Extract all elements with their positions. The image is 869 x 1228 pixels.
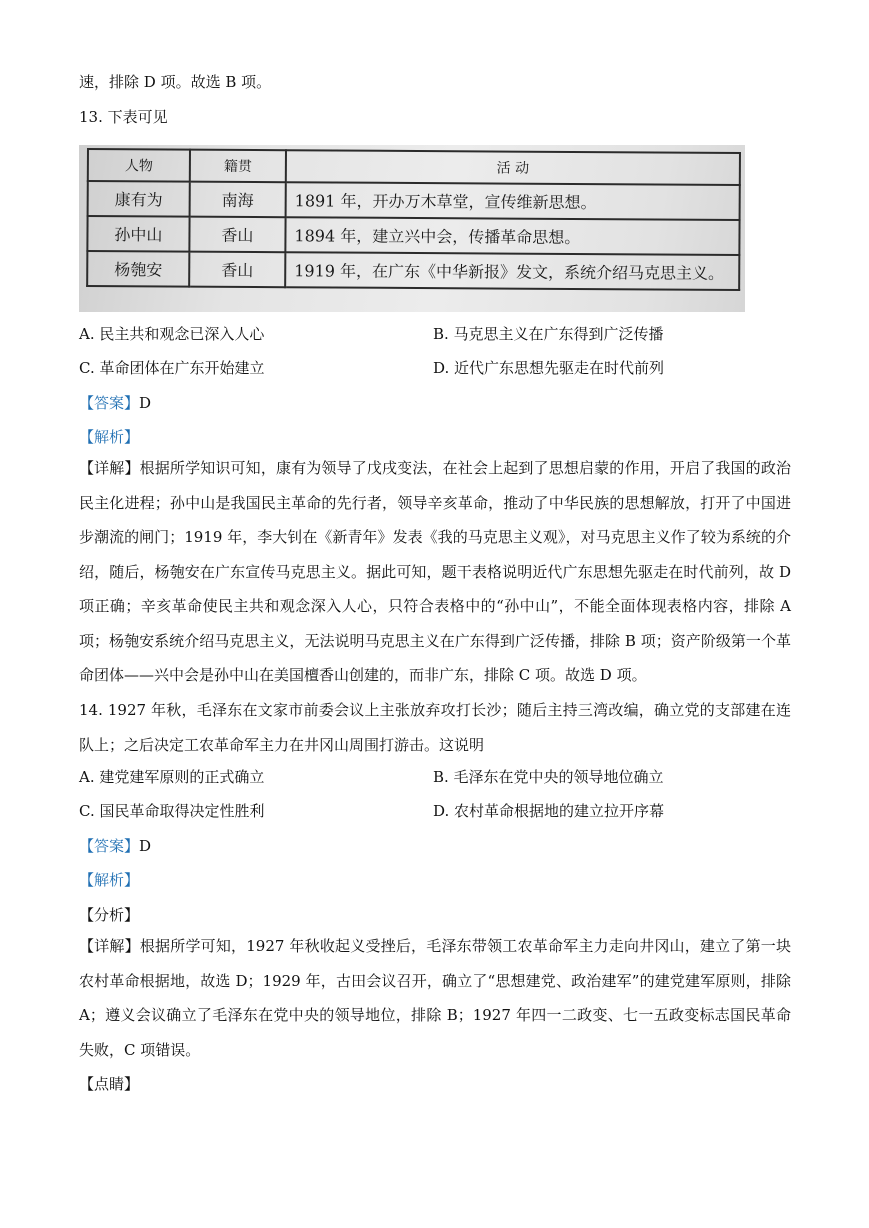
detail-text: 根据所学可知，1927 年秋收起义受挫后，毛泽东带领工农革命军主力走向井冈山，建立了第一块农村革命根据地，故选 D；1929 年，古田会议召开，确立了“思想建党、政治建军”的建党建军原则，排除 A；遵义会议确立了毛泽东在党中央的领导地位，排除 B；1927 年四一二政变、七一五政变标志国民革命失败，C 项错误。 [79, 937, 791, 1059]
answer-label: 【答案】 [79, 394, 140, 412]
answer-value: D [139, 394, 152, 412]
table-cell: 香山 [189, 217, 285, 253]
table-cell: 康有为 [88, 181, 190, 217]
q14-option-c: C. 国民革命取得决定性胜利 [79, 802, 265, 820]
q13-analysis-label: 【解析】 [79, 428, 140, 446]
table-row [87, 216, 739, 255]
q13-option-a: A. 民主共和观念已深入人心 [79, 325, 265, 343]
table-cell: 孙中山 [87, 216, 189, 252]
q14-dianjing-label: 【点睛】 [79, 1075, 140, 1093]
q13-option-d: D. 近代广东思想先驱走在时代前列 [433, 359, 665, 377]
table-row [88, 181, 740, 220]
detail-label: 【详解】 [79, 937, 140, 955]
q14-answer-line [79, 836, 151, 856]
q14-detail-paragraph [79, 929, 791, 1067]
question-13-table-photo [79, 145, 745, 312]
table-header-row [88, 149, 740, 185]
q14-analysis-label: 【解析】 [79, 871, 140, 889]
detail-text: 根据所学知识可知，康有为领导了戊戌变法，在社会上起到了思想启蒙的作用，开启了我国的政治民主化进程；孙中山是我国民主革命的先行者，领导辛亥革命，推动了中华民族的思想解放，打开了中国进步潮流的闸门；1919 年，李大钊在《新青年》发表《我的马克思主义观》，对马克思主义作了较为系统的介绍，随后，杨匏安在广东宣传马克思主义。据此可知，题干表格说明近代广东思想先驱走在时代前列，故 D 项正确；辛亥革命使民主共和观念深入人心，只符合表格中的“孙中山”，不能全面体现表格内容，排除 A 项；杨匏安系统介绍马克思主义，无法说明马克思主义在广东得到广泛传播，排除 B 项；资产阶级第一个革命团体——兴中会是孙中山在美国檀香山创建的，而非广东，排除 C 项。故选 D 项。 [79, 459, 791, 684]
table-header-cell: 人物 [88, 149, 190, 182]
q13-detail-paragraph [79, 451, 791, 693]
answer-value: D [139, 837, 152, 855]
question-14-stem: 14. 1927 年秋，毛泽东在文家市前委会议上主张放弃攻打长沙；随后主持三湾改编，确立党的支部建在连队上；之后决定工农革命军主力在井冈山周围打游击。这说明 [79, 701, 791, 754]
table-cell: 1894 年，建立兴中会，传播革命思想。 [285, 217, 739, 255]
table-cell: 1919 年，在广东《中华新报》发文，系统介绍马克思主义。 [285, 252, 739, 290]
table-cell: 杨匏安 [87, 251, 189, 287]
table-header-cell: 活 动 [286, 150, 740, 185]
table-header-cell: 籍贯 [190, 150, 286, 183]
question-13-table [86, 148, 741, 291]
question-13-stem: 13. 下表可见 [79, 108, 168, 126]
q13-option-b: B. 马克思主义在广东得到广泛传播 [433, 325, 664, 343]
q14-option-d: D. 农村革命根据地的建立拉开序幕 [433, 802, 665, 820]
continued-line: 速，排除 D 项。故选 B 项。 [79, 73, 272, 91]
q13-answer-line [79, 393, 151, 413]
table-row [87, 251, 739, 290]
q13-option-c: C. 革命团体在广东开始建立 [79, 359, 265, 377]
detail-label: 【详解】 [79, 459, 140, 477]
answer-label: 【答案】 [79, 837, 140, 855]
table-cell: 1891 年，开办万木草堂，宣传维新思想。 [286, 182, 740, 220]
table-cell: 香山 [189, 252, 285, 288]
q14-option-a: A. 建党建军原则的正式确立 [79, 768, 265, 786]
q14-option-b: B. 毛泽东在党中央的领导地位确立 [433, 768, 664, 786]
q14-fenxi-label: 【分析】 [79, 906, 140, 924]
table-cell: 南海 [190, 182, 286, 218]
